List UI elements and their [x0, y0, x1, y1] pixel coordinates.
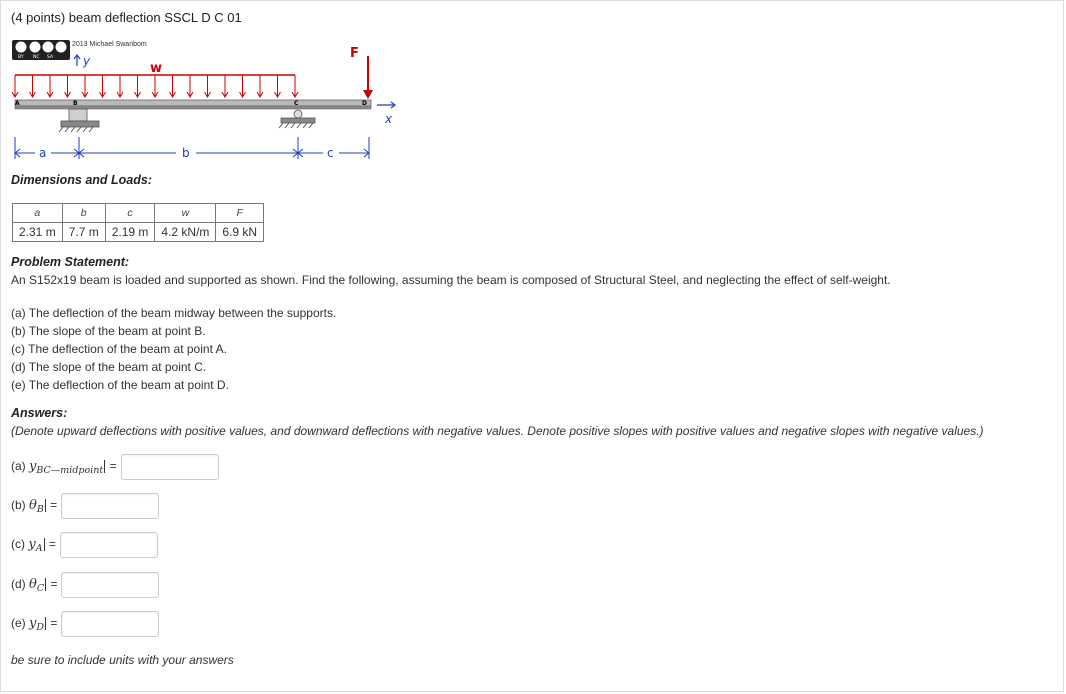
load-label-w: w: [150, 61, 163, 76]
dimensions-value-c: 2.19 m: [105, 223, 155, 242]
answer-subscript: BC—midpoint: [36, 464, 104, 476]
pin-support-b: [59, 109, 99, 132]
sa-icon: [55, 41, 67, 53]
point-force-arrow: [363, 56, 373, 99]
dimensions-header-a: a: [13, 204, 63, 223]
answer-row-b: [11, 492, 159, 520]
answer-input-a[interactable]: [121, 454, 219, 480]
answer-prefix: (d): [11, 576, 26, 591]
beam-diagram: [11, 38, 397, 159]
answers-note: (Denote upward deflections with positive values, and downward deflections with negative values. Denote positive slopes with positive values and negative slopes with negative values.): [11, 424, 984, 438]
cc-license-badge: [12, 40, 70, 60]
answer-equals: =: [48, 536, 56, 551]
point-label-c: C: [294, 100, 299, 107]
roller-support-c: [279, 110, 315, 128]
y-axis-label: y: [83, 54, 91, 68]
dimensions-value-b: 7.7 m: [62, 223, 105, 242]
beam: [15, 100, 371, 109]
cc-sa-label: SA: [47, 55, 54, 60]
answer-label-c: [11, 537, 56, 554]
dimension-label-c: c: [327, 146, 334, 159]
units-reminder: be sure to include units with your answers: [11, 653, 234, 667]
y-axis-arrow: [74, 55, 80, 66]
answer-equals: =: [50, 497, 58, 512]
dimensions-value-a: 2.31 m: [13, 223, 63, 242]
part-a: (a) The deflection of the beam midway between the supports.: [11, 306, 337, 320]
dimensions-heading: Dimensions and Loads:: [11, 173, 152, 187]
problem-parts-list: [11, 304, 336, 394]
dimension-lines: [15, 137, 369, 159]
problem-title: (4 points) beam deflection SSCL D C 01: [11, 10, 242, 25]
x-axis-arrow: [377, 102, 395, 108]
answer-prefix: (c): [11, 536, 25, 551]
dimensions-header-b: b: [62, 204, 105, 223]
dimensions-header-w: w: [155, 204, 216, 223]
answer-equals: =: [50, 615, 58, 630]
cc-icon: [15, 41, 27, 53]
answer-subscript: D: [36, 621, 44, 633]
answer-prefix: (a): [11, 458, 26, 473]
distributed-load: [12, 75, 298, 97]
problem-heading: Problem Statement:: [11, 255, 130, 269]
beam-flange: [15, 106, 371, 109]
answer-input-b[interactable]: [61, 493, 159, 519]
answer-prefix: (b): [11, 497, 26, 512]
answer-label-b: [11, 498, 57, 515]
dimensions-header-f: F: [216, 204, 264, 223]
answer-equals: =: [50, 576, 58, 591]
answer-label-d: [11, 577, 57, 594]
part-d: (d) The slope of the beam at point C.: [11, 360, 207, 374]
answer-input-c[interactable]: [60, 532, 158, 558]
dimensions-table-header-row: [13, 204, 264, 223]
cc-nc-label: NC: [33, 55, 40, 60]
part-e: (e) The deflection of the beam at point D.: [11, 378, 229, 392]
dimensions-value-f: 6.9 kN: [216, 223, 264, 242]
answer-row-e: [11, 610, 159, 638]
answer-input-e[interactable]: [61, 611, 159, 637]
dimensions-value-w: 4.2 kN/m: [155, 223, 216, 242]
answer-symbol: y: [29, 458, 37, 474]
answer-symbol: θ: [29, 497, 37, 513]
answer-input-d[interactable]: [61, 572, 159, 598]
answer-equals: =: [109, 458, 117, 473]
dimension-label-a: a: [39, 146, 47, 159]
answer-symbol: y: [29, 615, 37, 631]
cc-by-label: BY: [18, 55, 24, 60]
answer-prefix: (e): [11, 615, 26, 630]
problem-text: An S152x19 beam is loaded and supported as shown. Find the following, assuming the beam is composed of Structural Steel, and neglecting the effect of self-weight.: [11, 273, 891, 287]
dimension-label-b: b: [182, 146, 190, 159]
answer-row-d: [11, 571, 159, 599]
evaluation-bar: [104, 460, 105, 473]
load-arrows: [12, 75, 298, 97]
answer-row-c: [11, 531, 158, 559]
answer-subscript: A: [35, 542, 43, 554]
answer-symbol: θ: [29, 576, 37, 592]
force-label-f: F: [350, 46, 359, 61]
nc-icon: [42, 41, 54, 53]
dimensions-table-value-row: [13, 223, 264, 242]
beam-diagram-svg: [11, 38, 397, 159]
answer-label-a: [11, 459, 117, 476]
point-label-a: A: [15, 100, 20, 107]
beam-web: [15, 100, 371, 106]
dimensions-header-c: c: [105, 204, 155, 223]
answer-subscript: B: [36, 503, 44, 515]
x-axis-label: x: [385, 112, 393, 126]
dimensions-table: [12, 203, 264, 242]
evaluation-bar: [45, 499, 46, 512]
point-label-b: B: [73, 100, 78, 107]
evaluation-bar: [45, 617, 46, 630]
evaluation-bar: [45, 578, 46, 591]
answer-symbol: y: [28, 536, 36, 552]
point-label-d: D: [362, 100, 367, 107]
by-icon: [29, 41, 41, 53]
answer-row-a: [11, 453, 219, 481]
answer-label-e: [11, 616, 57, 633]
part-b: (b) The slope of the beam at point B.: [11, 324, 206, 338]
part-c: (c) The deflection of the beam at point A.: [11, 342, 227, 356]
answer-subscript: C: [36, 582, 45, 594]
answers-heading: Answers:: [11, 406, 68, 420]
evaluation-bar: [44, 538, 45, 551]
license-text: 2013 Michael Swanbom: [72, 41, 147, 48]
